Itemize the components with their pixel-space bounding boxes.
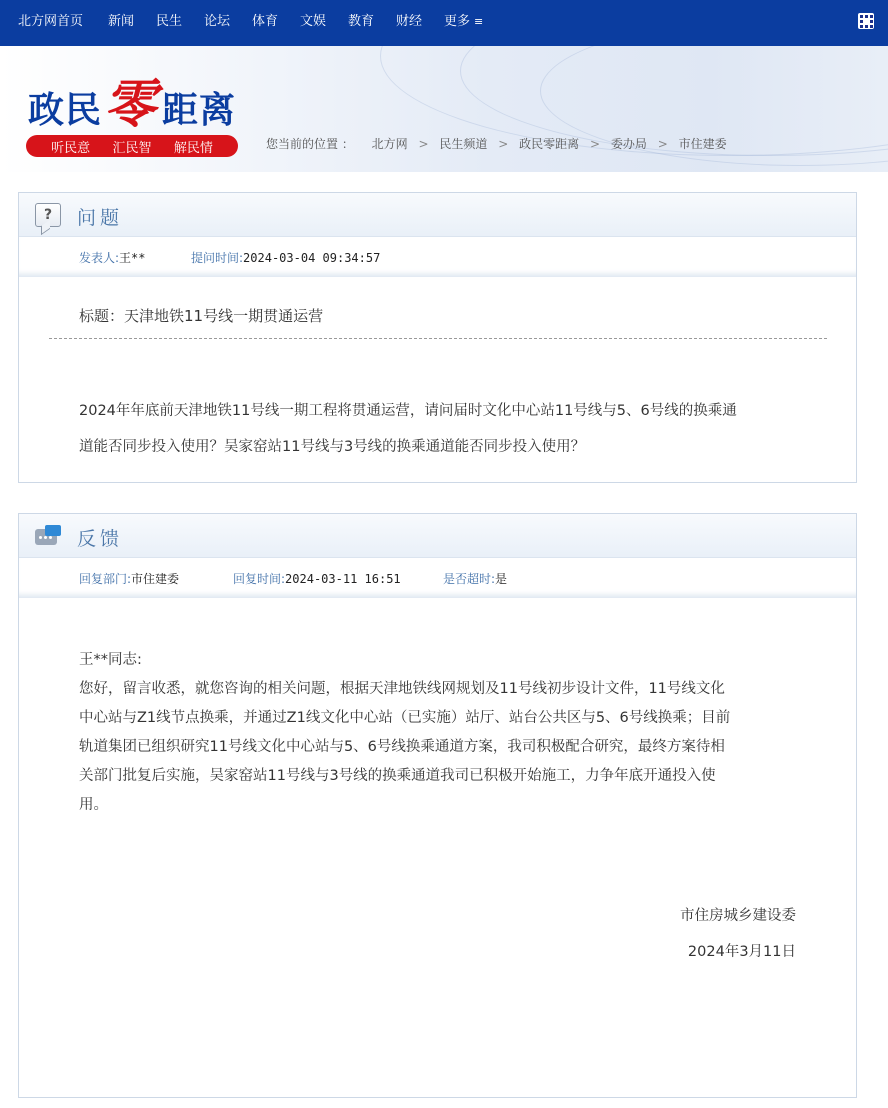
reply-dept-field (79, 570, 179, 587)
breadcrumb (266, 135, 727, 153)
feedback-body-line: 轨道集团已组织研究11号线文化中心站与5、6号线换乘通道方案，我司积极配合研究，最终方案待相 (79, 739, 725, 755)
feedback-panel (18, 513, 857, 1098)
signature-date: 2024年3月11日 (687, 944, 796, 960)
breadcrumb-item[interactable]: 政民零距离 (519, 137, 580, 151)
reply-dept-value: 市住建委 (131, 572, 180, 586)
breadcrumb-separator: > (589, 137, 601, 151)
feedback-panel-header (19, 514, 856, 558)
reply-time-label: 回复时间: (233, 572, 286, 586)
logo-text-part1: 政民 (28, 89, 103, 131)
feedback-body-line: 您好，留言收悉，就您咨询的相关问题，根据天津地铁线网规划及11号线初步设计文件，11号线文化 (79, 681, 725, 697)
poster-field (79, 249, 146, 266)
question-meta (19, 237, 856, 277)
ask-time-field (191, 249, 380, 266)
feedback-body-line: 王**同志: (79, 652, 142, 668)
overdue-field (443, 570, 507, 587)
question-body-line: 2024年年底前天津地铁11号线一期工程将贯通运营，请问届时文化中心站11号线与5、6号线的换乘通 (79, 403, 737, 419)
question-heading: 问题 (77, 207, 124, 229)
nav-finance-link[interactable]: 财经 (396, 14, 423, 29)
question-panel-header (19, 193, 856, 237)
chat-bubbles-icon (35, 525, 61, 549)
breadcrumb-item[interactable]: 民生频道 (439, 137, 488, 151)
question-bubble-icon: ? (35, 203, 61, 227)
nav-livelihood-link[interactable]: 民生 (156, 14, 183, 29)
nav-sports-link[interactable]: 体育 (252, 14, 279, 29)
breadcrumb-separator: > (657, 137, 668, 151)
reply-time-value: 2024-03-11 16:51 (285, 572, 401, 586)
nav-entertainment-link[interactable]: 文娱 (300, 14, 327, 29)
overdue-value: 是 (495, 572, 508, 586)
overdue-label: 是否超时: (443, 572, 496, 586)
feedback-signature (680, 902, 796, 967)
site-logo[interactable] (26, 74, 246, 135)
breadcrumb-separator: > (418, 137, 429, 151)
nav-education-link[interactable]: 教育 (348, 14, 375, 29)
grid-icon[interactable] (858, 13, 874, 29)
breadcrumb-item[interactable]: 北方网 (371, 137, 408, 151)
question-panel (18, 192, 857, 483)
logo-text-zero: 零 (104, 74, 157, 135)
ask-time-label: 提问时间: (191, 251, 244, 265)
menu-icon: ≡ (474, 15, 484, 28)
nav-forum-link[interactable]: 论坛 (204, 14, 231, 29)
feedback-meta (19, 558, 856, 598)
nav-more-menu[interactable] (444, 0, 483, 46)
reply-dept-label: 回复部门: (79, 572, 132, 586)
feedback-body (79, 646, 799, 820)
feedback-body-line: 用。 (79, 797, 108, 813)
nav-home-link[interactable]: 北方网首页 (18, 14, 84, 29)
reply-time-field (233, 570, 401, 587)
feedback-heading: 反馈 (77, 528, 124, 550)
breadcrumb-separator: > (498, 137, 509, 151)
logo-slogan (26, 135, 238, 157)
slogan-item: 解民情 (173, 140, 213, 156)
signature-org: 市住房城乡建设委 (680, 908, 796, 924)
top-nav-bar (0, 0, 888, 46)
slogan-item: 听民意 (51, 140, 91, 156)
question-body (79, 393, 799, 465)
question-body-line: 道能否同步投入使用？吴家窑站11号线与3号线的换乘通道能否同步投入使用？ (79, 439, 586, 455)
ask-time-value: 2024-03-04 09:34:57 (243, 251, 381, 265)
poster-label: 发表人: (79, 251, 120, 265)
question-title: 标题：天津地铁11号线一期贯通运营 (79, 307, 324, 325)
breadcrumb-item[interactable]: 委办局 (610, 137, 647, 151)
poster-value: 王** (119, 251, 146, 265)
nav-news-link[interactable]: 新闻 (108, 14, 135, 29)
nav-more-label: 更多 (444, 14, 471, 29)
feedback-body-line: 关部门批复后实施，吴家窑站11号线与3号线的换乘通道我司已积极开始施工，力争年底开通投入使 (79, 768, 716, 784)
site-banner (0, 46, 888, 172)
divider (49, 338, 827, 339)
slogan-item: 汇民智 (112, 140, 152, 156)
breadcrumb-item[interactable]: 市住建委 (678, 137, 727, 151)
logo-text-part2: 距离 (162, 89, 237, 131)
breadcrumb-prefix: 您当前的位置 ： (266, 137, 354, 151)
feedback-body-line: 中心站与Z1线节点换乘，并通过Z1线文化中心站（已实施）站厅、站台公共区与5、6号线换乘；目前 (79, 710, 731, 726)
